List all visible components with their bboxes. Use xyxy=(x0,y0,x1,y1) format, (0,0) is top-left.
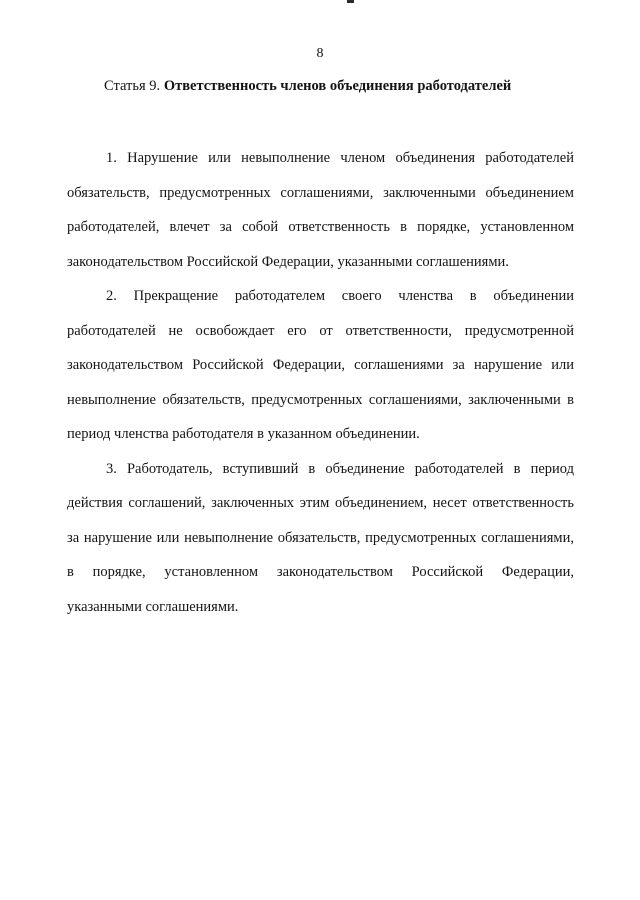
article-body xyxy=(67,141,574,624)
paragraph-2: 2. Прекращение работодателем своего членства в объединении работодателей не освобождает его от ответственности, предусмотренной законодательством Российской Федерации, соглашениями за нарушение или невыполнение обязательств, предусмотренных соглашениями, заключенными в период членства работодателя в указанном объединении. xyxy=(67,288,574,442)
page-top-mark xyxy=(347,0,354,3)
paragraph-3: 3. Работодатель, вступивший в объединение работодателей в период действия соглашений, заключенных этим объединением, несет ответственность за нарушение или невыполнение обязательств, предусмотренных соглашениями, в порядке, установленном законодательством Российской Федерации, указанными соглашениями. xyxy=(67,460,574,615)
page-number: 8 xyxy=(316,46,324,61)
article-heading xyxy=(104,78,511,95)
paragraph-1: 1. Нарушение или невыполнение членом объединения работодателей обязательств, предусмотренных соглашениями, заключенными объединением работодателей, влечет за собой ответственность в порядке, установленном законодательством Российской Федерации, указанными соглашениями. xyxy=(67,150,574,270)
article-label: Статья 9. xyxy=(104,78,161,94)
article-title: Ответственность членов объединения работодателей xyxy=(163,78,512,94)
